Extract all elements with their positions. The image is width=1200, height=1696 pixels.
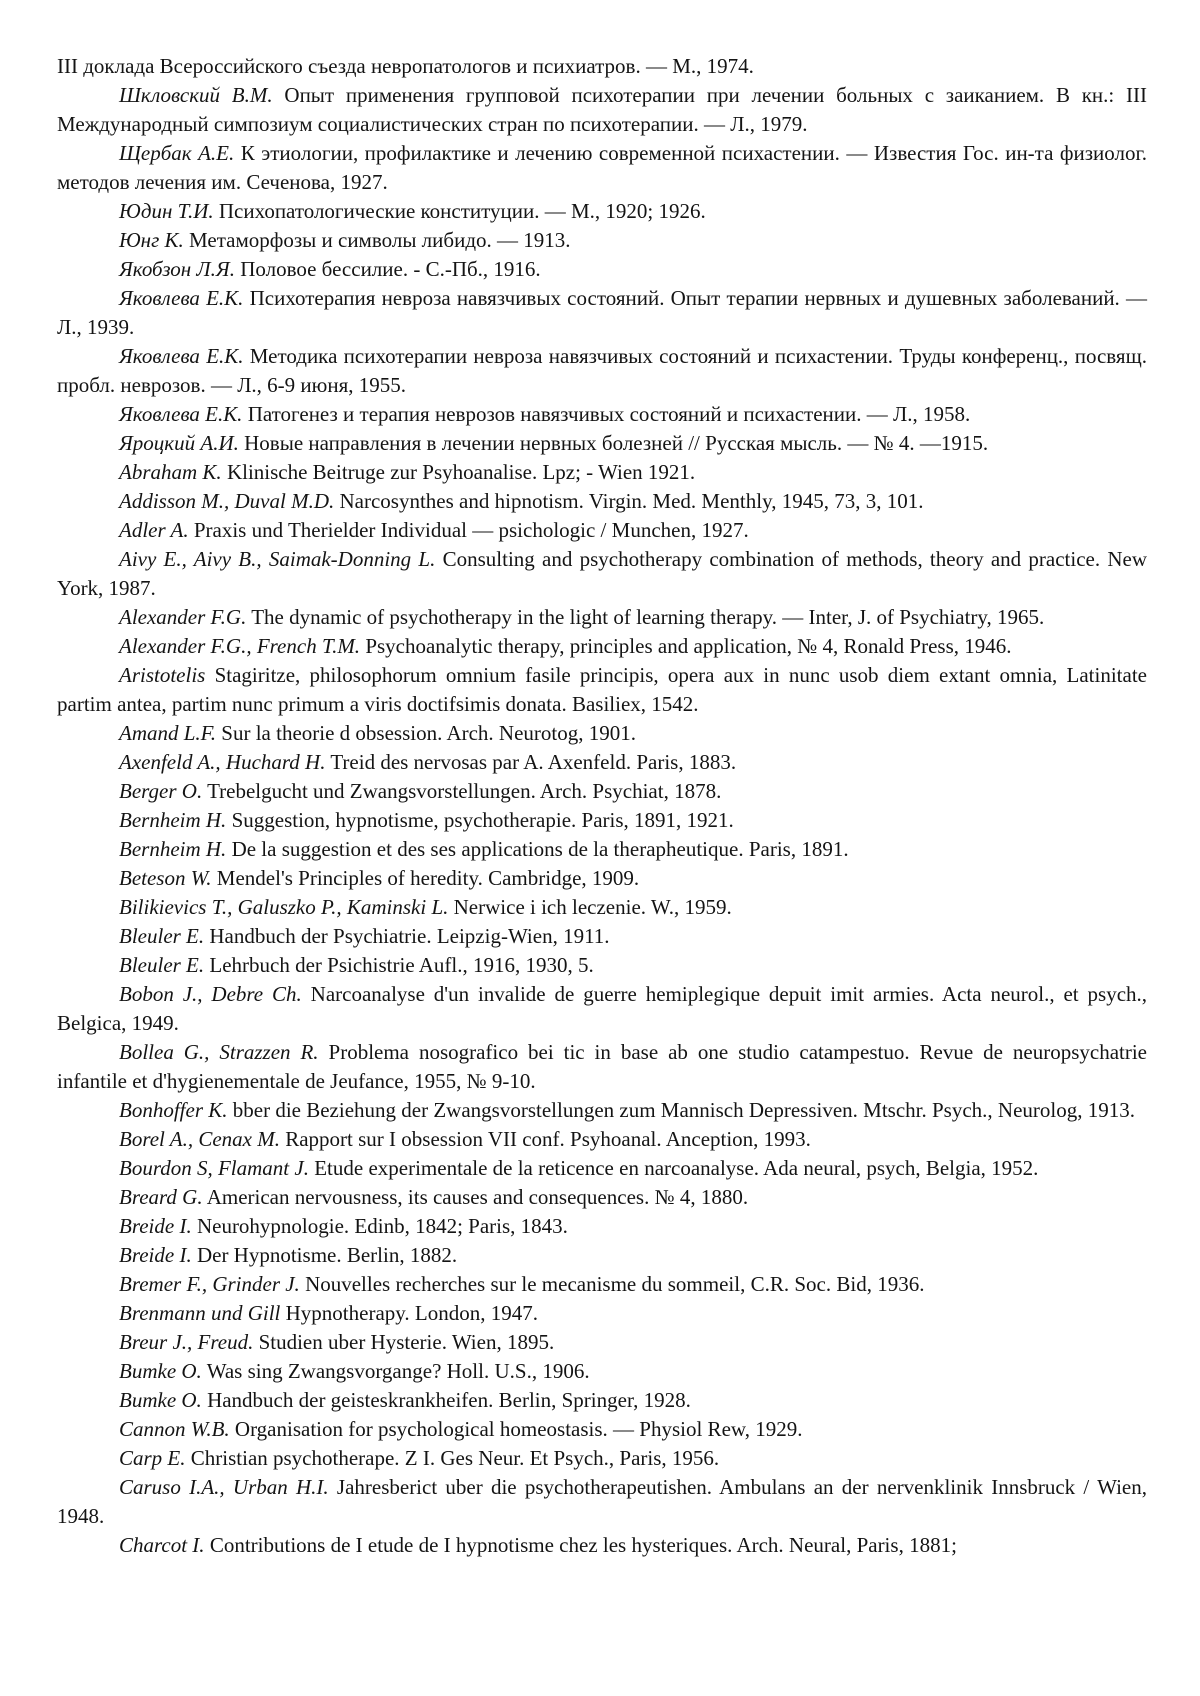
- entry-text: Rapport sur I obsession VII conf. Psyhoanal. Anception, 1993.: [285, 1127, 811, 1151]
- entry-author: Breard G.: [119, 1185, 203, 1209]
- entry-text: Новые направления в лечении нервных болезней // Русская мысль. — № 4. —1915.: [244, 431, 989, 455]
- entry-author: Amand L.F.: [119, 721, 217, 745]
- bibliography-entry: [57, 1212, 1147, 1241]
- bibliography-entry: [57, 1357, 1147, 1386]
- bibliography-entry: [57, 226, 1147, 255]
- entry-text: Handbuch der Psychiatrie. Leipzig-Wien, 1911.: [209, 924, 610, 948]
- bibliography-entry: [57, 603, 1147, 632]
- bibliography-entry: [57, 1531, 1147, 1560]
- entry-text: bber die Beziehung der Zwangsvorstellungen zum Mannisch Depressiven. Mtschr. Psych., Neurolog, 1913.: [232, 1098, 1135, 1122]
- entry-author: Adler A.: [119, 518, 189, 542]
- bibliography-list: [57, 52, 1147, 1560]
- bibliography-entry: [57, 893, 1147, 922]
- entry-author: Breur J., Freud.: [119, 1330, 254, 1354]
- entry-author: Яковлева Е.К.: [119, 344, 244, 368]
- entry-author: Bilikievics T., Galuszko P., Kaminski L.: [119, 895, 449, 919]
- bibliography-entry: [57, 1096, 1147, 1125]
- entry-text: Studien uber Hysterie. Wien, 1895.: [258, 1330, 555, 1354]
- entry-text: Contributions de I etude de I hypnotisme chez les hysteriques. Arch. Neural, Paris, 1881;: [209, 1533, 957, 1557]
- entry-author: Cannon W.B.: [119, 1417, 230, 1441]
- entry-text: Organisation for psychological homeostasis. — Physiol Rew, 1929.: [234, 1417, 803, 1441]
- entry-text: Психопатологические конституции. — М., 1920; 1926.: [218, 199, 706, 223]
- bibliography-entry: [57, 197, 1147, 226]
- bibliography-entry: [57, 1125, 1147, 1154]
- entry-text: Klinische Beitruge zur Psyhoanalise. Lpz; - Wien 1921.: [226, 460, 696, 484]
- entry-text: Патогенез и терапия неврозов навязчивых состояний и психастении. — Л., 1958.: [247, 402, 971, 426]
- bibliography-entry: [57, 806, 1147, 835]
- bibliography-entry: [57, 835, 1147, 864]
- bibliography-entry: [57, 632, 1147, 661]
- entry-text: Stagiritze, philosophorum omnium fasile principis, opera aux in nunc usob diem extant omnia, Latinitate partim antea, partim nunc primum a viris doctifsimis donata. Basiliex, 1542.: [57, 663, 1147, 716]
- entry-text: Psychoanalytic therapy, principles and application, № 4, Ronald Press, 1946.: [365, 634, 1012, 658]
- bibliography-entry: [57, 1299, 1147, 1328]
- bibliography-entry: [57, 777, 1147, 806]
- bibliography-entry: [57, 1473, 1147, 1531]
- bibliography-entry: [57, 1328, 1147, 1357]
- entry-text: III доклада Всероссийского съезда невропатологов и психиатров. — М., 1974.: [57, 54, 754, 78]
- entry-author: Charcot I.: [119, 1533, 205, 1557]
- entry-author: Bumke O.: [119, 1388, 202, 1412]
- entry-author: Alexander F.G., French T.M.: [119, 634, 361, 658]
- entry-author: Яковлева Е.К.: [119, 286, 244, 310]
- bibliography-entry: [57, 922, 1147, 951]
- entry-author: Bollea G., Strazzen R.: [119, 1040, 319, 1064]
- entry-author: Borel A., Cenax M.: [119, 1127, 280, 1151]
- entry-text: Problema nosografico bei tic in base ab one studio catampestuo. Revue de neuropsychatrie infantile et d'hygienementale de Jeufance, 1955, № 9-10.: [57, 1040, 1148, 1093]
- entry-text: Praxis und Therielder Individual — psichologic / Munchen, 1927.: [193, 518, 749, 542]
- entry-author: Aristotelis: [119, 663, 206, 687]
- bibliography-entry: [57, 1415, 1147, 1444]
- entry-text: Treid des nervosas par A. Axenfeld. Paris, 1883.: [330, 750, 737, 774]
- entry-text: Narcosynthes and hipnotism. Virgin. Med. Menthly, 1945, 73, 3, 101.: [339, 489, 924, 513]
- bibliography-entry: [57, 516, 1147, 545]
- bibliography-entry: [57, 342, 1147, 400]
- entry-author: Bernheim H.: [119, 808, 227, 832]
- entry-author: Яковлева Е.К.: [119, 402, 243, 426]
- entry-author: Bumke O.: [119, 1359, 202, 1383]
- entry-author: Юнг К.: [119, 228, 184, 252]
- entry-author: Bremer F., Grinder J.: [119, 1272, 300, 1296]
- entry-author: Якобзон Л.Я.: [119, 257, 235, 281]
- bibliography-entry: [57, 81, 1147, 139]
- bibliography-entry: [57, 429, 1147, 458]
- entry-text: De la suggestion et des ses applications de la therapheutique. Paris, 1891.: [231, 837, 849, 861]
- entry-author: Шкловский В.М.: [119, 83, 273, 107]
- entry-text: Hypnotherapy. London, 1947.: [285, 1301, 538, 1325]
- entry-author: Carp E.: [119, 1446, 186, 1470]
- entry-author: Щербак А.Е.: [119, 141, 235, 165]
- entry-text: American nervousness, its causes and consequences. № 4, 1880.: [206, 1185, 749, 1209]
- entry-author: Bourdon S, Flamant J.: [119, 1156, 309, 1180]
- entry-text: Was sing Zwangsvorgange? Holl. U.S., 1906.: [206, 1359, 590, 1383]
- entry-text: Der Hypnotisme. Berlin, 1882.: [196, 1243, 458, 1267]
- bibliography-entry: [57, 1241, 1147, 1270]
- entry-text: Trebelgucht und Zwangsvorstellungen. Arch. Psychiat, 1878.: [207, 779, 722, 803]
- entry-text: Половое бессилие. - С.-Пб., 1916.: [240, 257, 541, 281]
- bibliography-entry: [57, 748, 1147, 777]
- entry-author: Bleuler E.: [119, 924, 205, 948]
- bibliography-entry: [57, 139, 1147, 197]
- entry-text: Suggestion, hypnotisme, psychotherapie. Paris, 1891, 1921.: [231, 808, 734, 832]
- entry-author: Breide I.: [119, 1214, 192, 1238]
- bibliography-entry: [57, 951, 1147, 980]
- entry-author: Bleuler E.: [119, 953, 205, 977]
- entry-author: Axenfeld A., Huchard H.: [119, 750, 326, 774]
- bibliography-entry: [57, 400, 1147, 429]
- bibliography-entry: [57, 1386, 1147, 1415]
- entry-author: Brenmann und Gill: [119, 1301, 281, 1325]
- entry-text: Mendel's Principles of heredity. Cambridge, 1909.: [216, 866, 640, 890]
- entry-text: The dynamic of psychotherapy in the light of learning therapy. — Inter, J. of Psychiatry, 1965.: [251, 605, 1045, 629]
- bibliography-entry: [57, 1154, 1147, 1183]
- entry-text: Lehrbuch der Psichistrie Aufl., 1916, 1930, 5.: [209, 953, 594, 977]
- bibliography-entry: [57, 284, 1147, 342]
- entry-author: Bonhoffer K.: [119, 1098, 228, 1122]
- bibliography-entry: [57, 458, 1147, 487]
- bibliography-entry: [57, 661, 1147, 719]
- entry-text: Nerwice i ich leczenie. W., 1959.: [453, 895, 732, 919]
- entry-text: Consulting and psychotherapy combination of methods, theory and practice. New York, 1987.: [57, 547, 1147, 600]
- bibliography-entry: [57, 545, 1147, 603]
- entry-text: Jahresberict uber die psychotherapeutishen. Ambulans an der nervenklinik Innsbruck / Wien, 1948.: [57, 1475, 1147, 1528]
- entry-author: Caruso I.A., Urban H.I.: [119, 1475, 329, 1499]
- entry-text: К этиологии, профилактике и лечению современной психастении. — Известия Гос. ин-та физиолог. методов лечения им. Сеченова, 1927.: [57, 141, 1147, 194]
- entry-text: Метаморфозы и символы либидо. — 1913.: [188, 228, 571, 252]
- entry-author: Bernheim H.: [119, 837, 227, 861]
- entry-text: Handbuch der geisteskrankheifen. Berlin, Springer, 1928.: [207, 1388, 691, 1412]
- bibliography-entry: [57, 864, 1147, 893]
- bibliography-entry: [57, 980, 1147, 1038]
- bibliography-entry: [57, 1270, 1147, 1299]
- entry-text: Christian psychotherape. Z I. Ges Neur. Et Psych., Paris, 1956.: [190, 1446, 720, 1470]
- entry-author: Юдин Т.И.: [119, 199, 214, 223]
- bibliography-entry: [57, 487, 1147, 516]
- entry-author: Aivy E., Aivy B., Saimak-Donning L.: [119, 547, 436, 571]
- entry-text: Методика психотерапии невроза навязчивых состояний и психастении. Труды конференц., посвящ. пробл. неврозов. — Л., 6-9 июня, 1955.: [57, 344, 1148, 397]
- bibliography-entry: [57, 52, 1147, 81]
- entry-text: Neurohypnologie. Edinb, 1842; Paris, 1843.: [196, 1214, 568, 1238]
- bibliography-entry: [57, 1444, 1147, 1473]
- bibliography-entry: [57, 719, 1147, 748]
- bibliography-entry: [57, 1038, 1147, 1096]
- entry-author: Breide I.: [119, 1243, 192, 1267]
- entry-text: Nouvelles recherches sur le mecanisme du sommeil, C.R. Soc. Bid, 1936.: [305, 1272, 925, 1296]
- entry-author: Beteson W.: [119, 866, 212, 890]
- entry-author: Alexander F.G.: [119, 605, 247, 629]
- bibliography-entry: [57, 1183, 1147, 1212]
- bibliography-entry: [57, 255, 1147, 284]
- entry-author: Addisson M., Duval M.D.: [119, 489, 335, 513]
- entry-text: Sur la theorie d obsession. Arch. Neurotog, 1901.: [221, 721, 636, 745]
- entry-author: Abraham K.: [119, 460, 222, 484]
- entry-text: Narcoanalyse d'un invalide de guerre hemiplegique depuit imit armies. Acta neurol., et psych., Belgica, 1949.: [57, 982, 1148, 1035]
- entry-text: Опыт применения групповой психотерапии при лечении больных с заиканием. В кн.: III Международный симпозиум социалистических стран по психотерапии. — Л., 1979.: [57, 83, 1147, 136]
- entry-author: Яроцкий А.И.: [119, 431, 239, 455]
- entry-author: Berger O.: [119, 779, 203, 803]
- entry-text: Психотерапия невроза навязчивых состояний. Опыт терапии нервных и душевных заболеваний. — Л., 1939.: [57, 286, 1148, 339]
- entry-author: Bobon J., Debre Ch.: [119, 982, 302, 1006]
- entry-text: Etude experimentale de la reticence en narcoanalyse. Ada neural, psych, Belgia, 1952.: [314, 1156, 1039, 1180]
